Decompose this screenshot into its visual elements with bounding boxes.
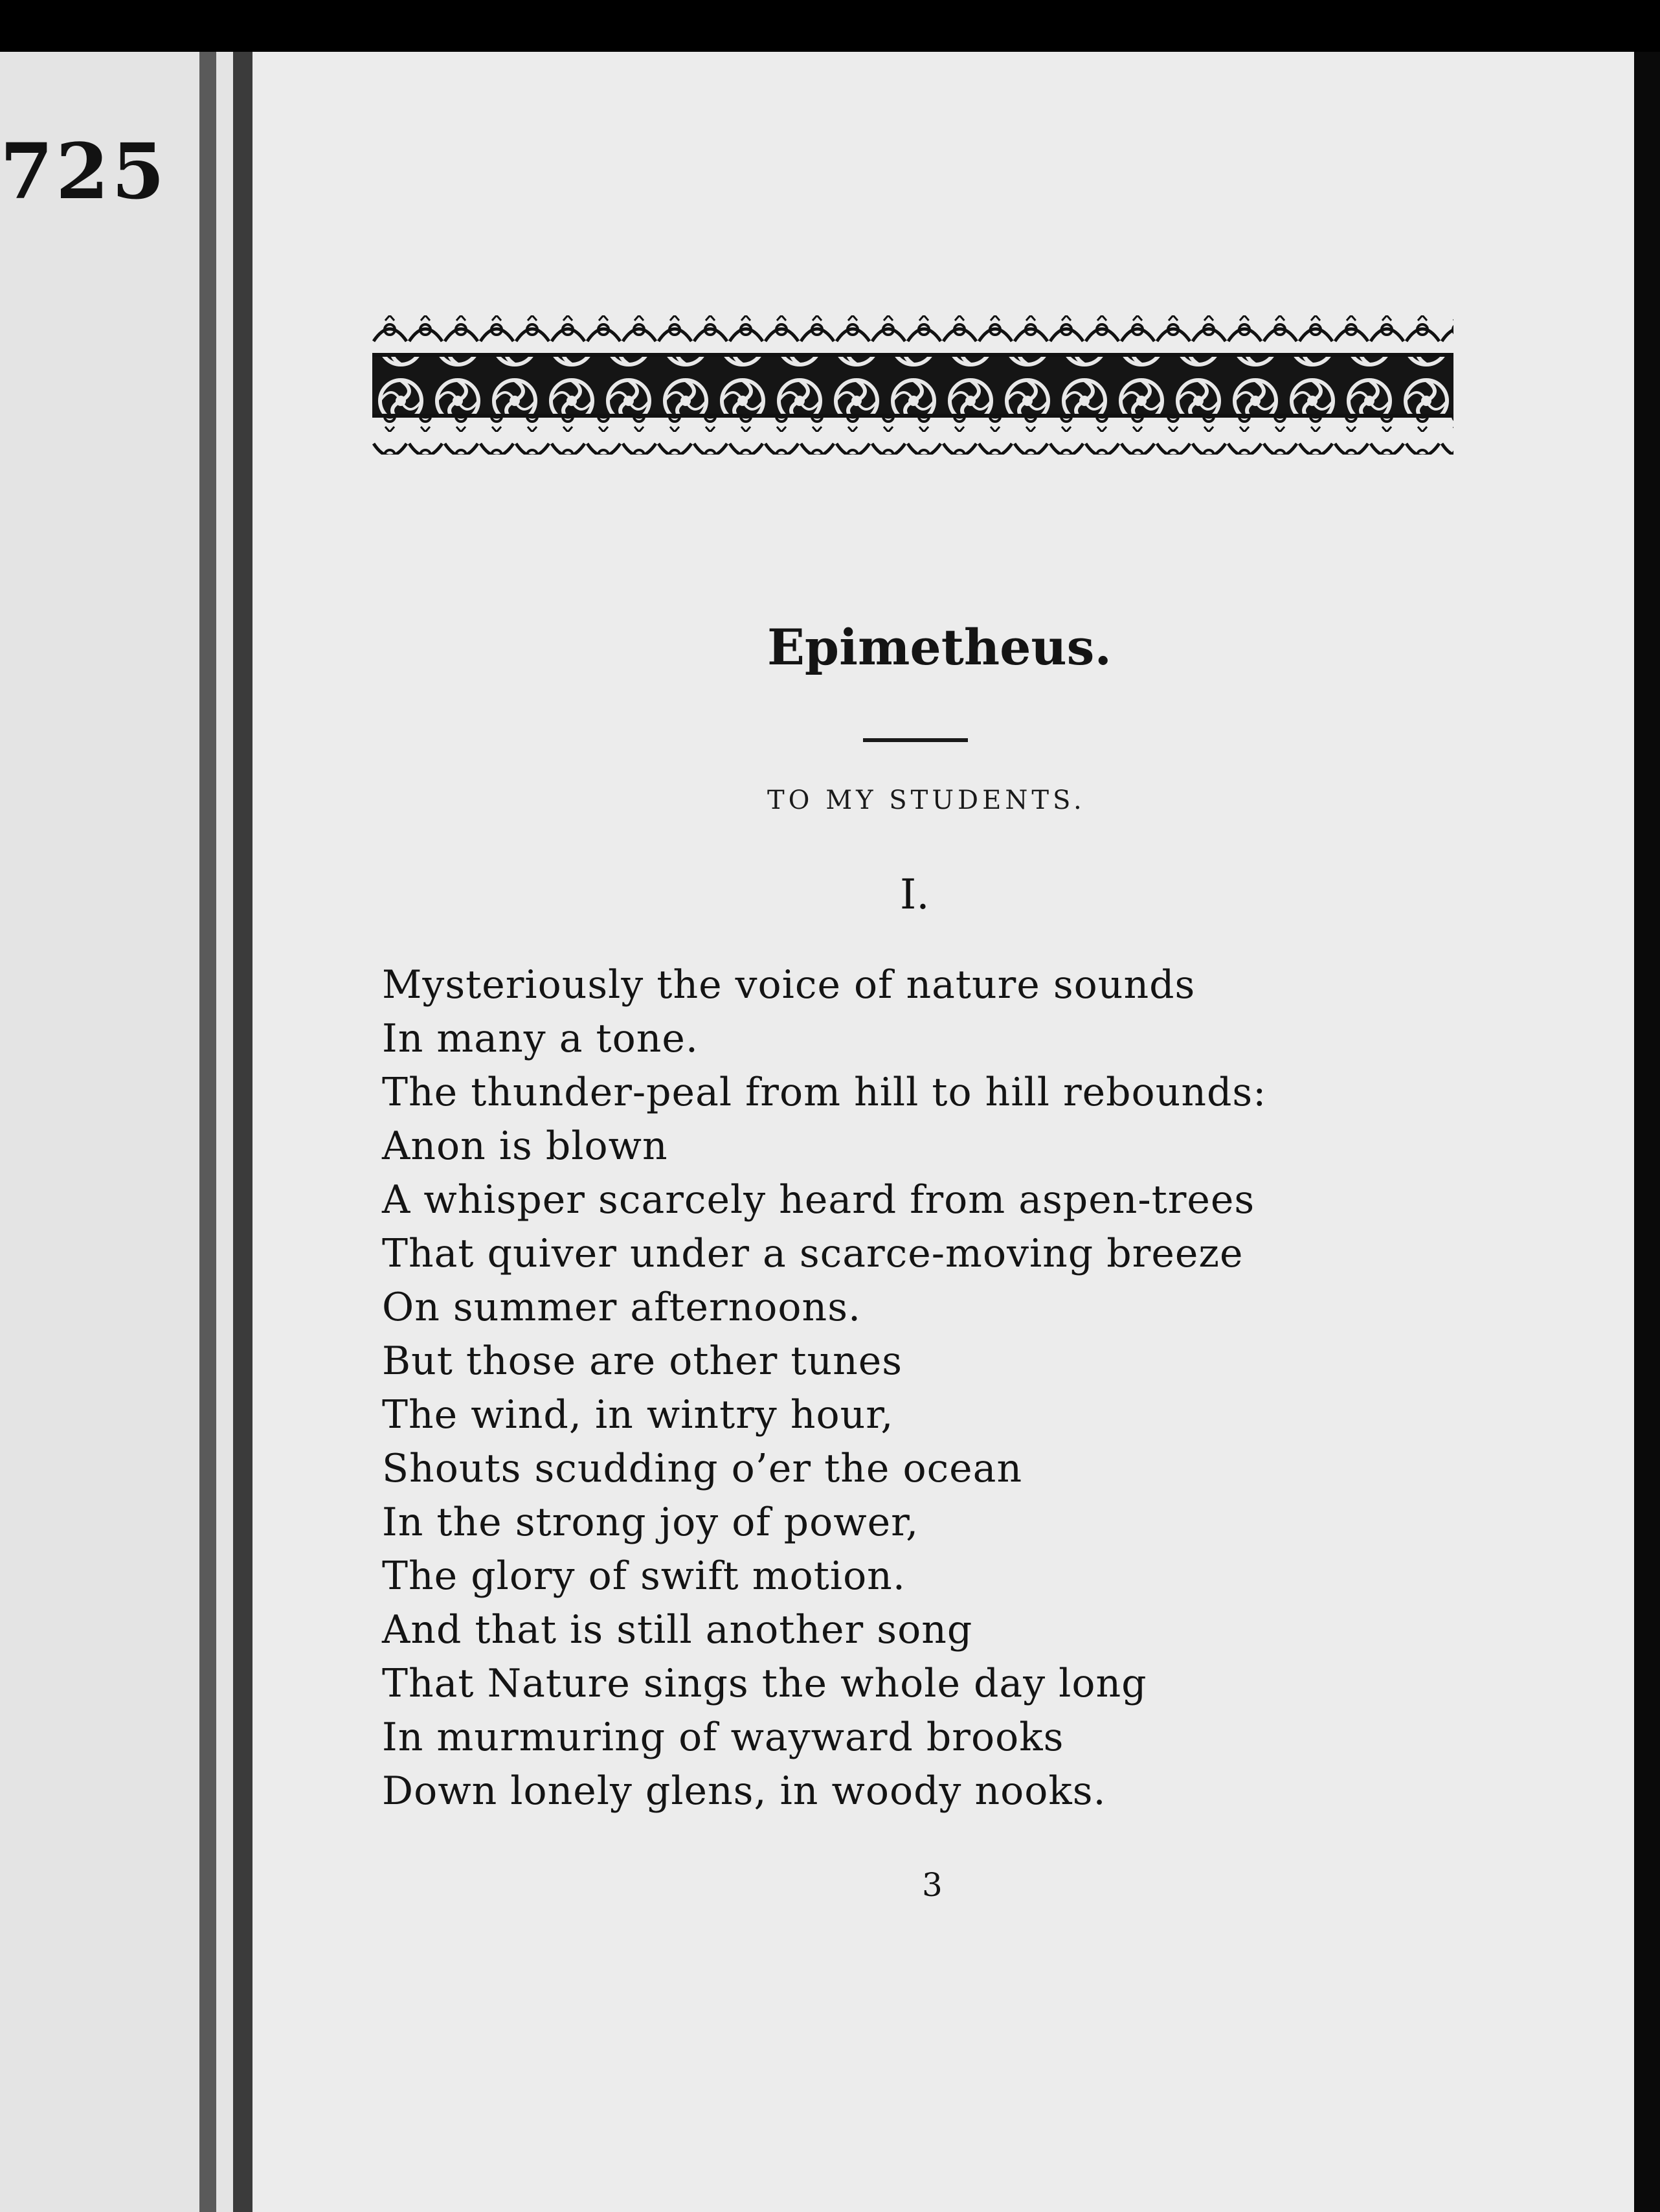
poem-body [382,958,1547,1818]
title-divider [863,738,968,742]
poem-line: And that is still another song [382,1607,973,1653]
poem-title: Epimetheus. [767,618,1112,676]
poem-line: The wind, in wintry hour, [382,1392,894,1438]
poem-line: Down lonely glens, in woody nooks. [382,1768,1106,1814]
poem-line: On summer afternoons. [382,1285,862,1330]
poem-line: The thunder-peal from hill to hill rebounds: [382,1070,1267,1115]
poem-line: In many a tone. [382,1016,699,1061]
poem-line: Shouts scudding o’er the ocean [382,1446,1023,1491]
page-number: 3 [922,1866,943,1904]
poem-line: That quiver under a scarce-moving breeze [382,1231,1244,1276]
book-gutter-shadow [199,52,216,2212]
decorative-band-icon [372,315,1453,455]
poem-line: Mysteriously the voice of nature sounds [382,962,1196,1008]
page-edge [1634,52,1660,2212]
section-numeral: I. [900,871,930,919]
left-page-number: 725 [0,126,168,216]
poem-line: Anon is blown [382,1123,668,1169]
book-gutter [233,52,252,2212]
poem-line: A whisper scarcely heard from aspen-trees [382,1177,1255,1223]
dedication: TO MY STUDENTS. [767,785,1086,815]
poem-line: The glory of swift motion. [382,1553,906,1599]
poem-line: In murmuring of wayward brooks [382,1715,1064,1760]
poem-line: That Nature sings the whole day long [382,1661,1147,1706]
poem-line: But those are other tunes [382,1338,903,1384]
poem-line: In the strong joy of power, [382,1500,919,1545]
left-page [0,52,233,2212]
